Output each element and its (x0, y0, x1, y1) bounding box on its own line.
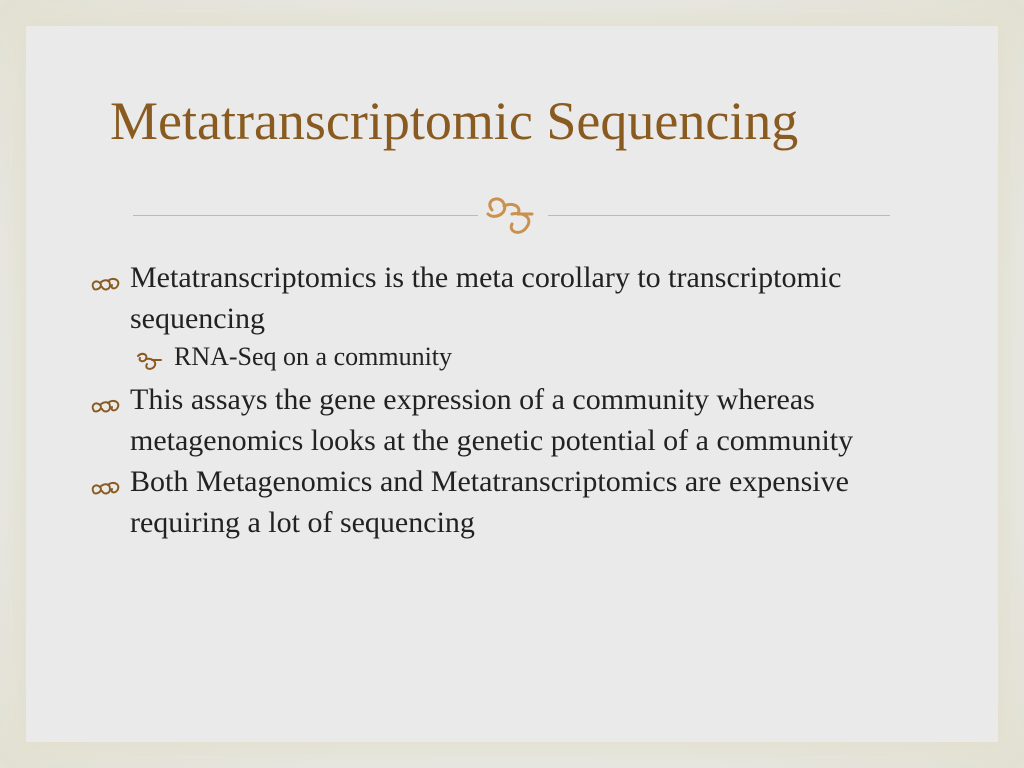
fleuron-ornament-icon (478, 192, 548, 238)
fleuron-bullet-icon (88, 389, 124, 413)
bullet-item (88, 339, 948, 375)
fleuron-bullet-icon (134, 346, 164, 368)
bullet-text: Both Metagenomics and Metatranscriptomics are expensive requiring a lot of sequencing (130, 465, 849, 539)
bullet-text: RNA-Seq on a community (174, 342, 453, 371)
bullet-item (88, 257, 948, 339)
bullet-text: This assays the gene expression of a community whereas metagenomics looks at the genetic potential of a community (130, 383, 854, 457)
fleuron-bullet-icon (88, 471, 124, 495)
bullet-item (88, 379, 948, 461)
bullet-text: Metatranscriptomics is the meta corollary to transcriptomic sequencing (130, 261, 842, 335)
bullet-list (88, 257, 948, 543)
fleuron-bullet-icon (88, 267, 124, 291)
slide-title: Metatranscriptomic Sequencing (110, 91, 799, 151)
bullet-item (88, 461, 948, 543)
